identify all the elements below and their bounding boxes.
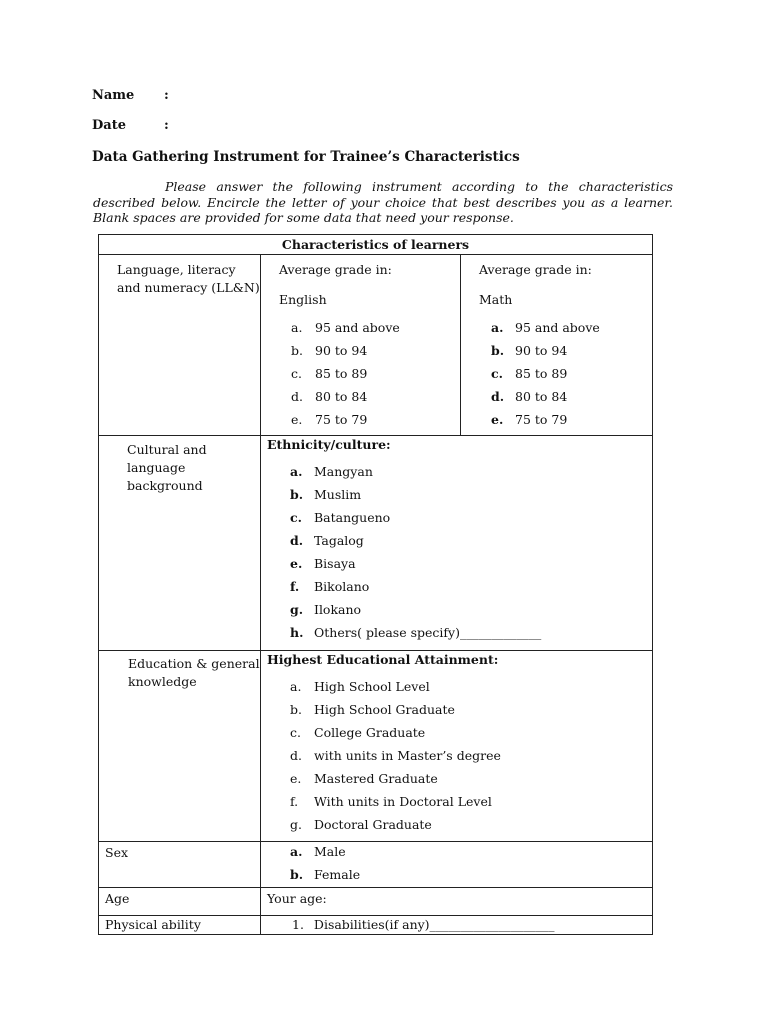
education-option-text: Mastered Graduate (314, 771, 438, 786)
instructions-paragraph: Please answer the following instrument according to the characteristics described below. Encircle the letter of your choice that best describes you as a learner. Blank spaces are provided for some data that need your response. (93, 179, 673, 225)
english-option[interactable] (291, 362, 460, 385)
education-option-letter: d. (290, 748, 302, 763)
english-option-text: 75 to 79 (315, 412, 368, 427)
education-option[interactable] (290, 744, 652, 767)
sex-row (99, 842, 653, 888)
sex-label-cell (99, 842, 261, 888)
english-option-letter: a. (291, 320, 303, 335)
table-caption-row (99, 235, 653, 255)
culture-option[interactable] (290, 621, 652, 644)
culture-option[interactable] (290, 529, 652, 552)
sex-option-text: Female (314, 867, 361, 882)
physical-item-number: 1. (292, 917, 304, 932)
culture-option-letter: d. (290, 533, 304, 548)
name-field-row (92, 88, 169, 103)
date-colon: : (164, 118, 169, 133)
education-options (290, 675, 652, 836)
math-option-text: 80 to 84 (515, 389, 568, 404)
math-heading: Average grade in: (479, 262, 592, 277)
education-label-cell (99, 651, 261, 842)
english-option-text: 95 and above (315, 320, 400, 335)
education-option-letter: b. (290, 702, 302, 717)
math-option-letter: e. (491, 412, 504, 427)
education-option[interactable] (290, 721, 652, 744)
education-label: Education & general knowledge (128, 656, 260, 689)
sex-label: Sex (105, 845, 129, 860)
english-option-letter: b. (291, 343, 303, 358)
culture-option-text: Others( please specify)_____________ (314, 625, 542, 640)
education-option-text: With units in Doctoral Level (314, 794, 492, 809)
english-option[interactable] (291, 316, 460, 339)
math-option-letter: a. (491, 320, 504, 335)
education-option[interactable] (290, 675, 652, 698)
math-option-letter: c. (491, 366, 503, 381)
culture-option-text: Batangueno (314, 510, 391, 525)
education-option-text: Doctoral Graduate (314, 817, 432, 832)
sex-option-letter: b. (290, 867, 304, 882)
culture-label: Cultural and language background (127, 442, 207, 493)
culture-option[interactable] (290, 460, 652, 483)
english-option[interactable] (291, 339, 460, 362)
education-option-letter: g. (290, 817, 302, 832)
physical-label: Physical ability (105, 917, 201, 932)
education-option-text: High School Graduate (314, 702, 455, 717)
culture-option[interactable] (290, 552, 652, 575)
math-option-text: 75 to 79 (515, 412, 568, 427)
culture-option-letter: b. (290, 487, 304, 502)
lln-label-cell (99, 255, 261, 436)
name-label: Name (92, 88, 135, 103)
english-option-text: 80 to 84 (315, 389, 368, 404)
culture-option-letter: h. (290, 625, 304, 640)
math-option[interactable] (491, 362, 652, 385)
english-option-letter: e. (291, 412, 303, 427)
english-cell (261, 255, 461, 436)
culture-options (290, 460, 652, 644)
culture-label-cell (99, 436, 261, 651)
english-option-text: 85 to 89 (315, 366, 368, 381)
english-options (291, 316, 460, 431)
culture-option-text: Mangyan (314, 464, 373, 479)
english-option-text: 90 to 94 (315, 343, 368, 358)
age-answer-cell (261, 888, 653, 916)
math-options (491, 316, 652, 431)
culture-option[interactable] (290, 506, 652, 529)
culture-option-text: Tagalog (314, 533, 364, 548)
math-option[interactable] (491, 408, 652, 431)
culture-option[interactable] (290, 483, 652, 506)
age-label: Age (105, 891, 130, 906)
education-heading: Highest Educational Attainment: (267, 652, 499, 667)
sex-option-text: Male (314, 844, 346, 859)
culture-row (99, 436, 653, 651)
culture-option-text: Bikolano (314, 579, 370, 594)
culture-option-letter: a. (290, 464, 303, 479)
culture-heading: Ethnicity/culture: (267, 437, 391, 452)
english-option[interactable] (291, 385, 460, 408)
education-option-text: College Graduate (314, 725, 426, 740)
education-row (99, 651, 653, 842)
math-option[interactable] (491, 339, 652, 362)
physical-item-text: Disabilities(if any)____________________ (313, 917, 555, 932)
education-option-letter: f. (290, 794, 299, 809)
education-option-letter: a. (290, 679, 302, 694)
age-label-cell (99, 888, 261, 916)
sex-option-letter: a. (290, 844, 303, 859)
sex-options-cell (261, 842, 653, 888)
english-option[interactable] (291, 408, 460, 431)
math-option-text: 85 to 89 (515, 366, 568, 381)
age-row (99, 888, 653, 916)
education-option-letter: c. (290, 725, 301, 740)
lln-label: Language, literacy and numeracy (LL&N) (117, 262, 260, 295)
education-option-text: with units in Master’s degree (314, 748, 501, 763)
date-field-row (92, 118, 169, 133)
math-option[interactable] (491, 316, 652, 339)
sex-option[interactable] (290, 840, 652, 863)
education-options-cell (261, 651, 653, 842)
characteristics-table (98, 234, 653, 935)
culture-option-text: Muslim (314, 487, 362, 502)
physical-label-cell (99, 916, 261, 935)
education-option[interactable] (290, 813, 652, 836)
education-option[interactable] (290, 698, 652, 721)
physical-item (261, 916, 652, 933)
culture-option[interactable] (290, 575, 652, 598)
math-option-letter: b. (491, 343, 505, 358)
math-option-letter: d. (491, 389, 505, 404)
table-caption: Characteristics of learners (99, 235, 653, 255)
math-subject: Math (479, 292, 513, 307)
education-option-text: High School Level (314, 679, 430, 694)
sex-option[interactable] (290, 863, 652, 886)
english-option-letter: d. (291, 389, 303, 404)
culture-option[interactable] (290, 598, 652, 621)
education-option[interactable] (290, 790, 652, 813)
math-option-text: 90 to 94 (515, 343, 568, 358)
english-heading: Average grade in: (279, 262, 392, 277)
lln-row (99, 255, 653, 436)
english-subject: English (279, 292, 327, 307)
name-colon: : (164, 88, 169, 103)
physical-answer-cell (261, 916, 653, 935)
culture-options-cell (261, 436, 653, 651)
culture-option-text: Bisaya (314, 556, 356, 571)
document-title: Data Gathering Instrument for Trainee’s Characteristics (92, 149, 520, 165)
math-option[interactable] (491, 385, 652, 408)
date-label: Date (92, 118, 126, 133)
culture-option-text: Ilokano (314, 602, 362, 617)
education-option[interactable] (290, 767, 652, 790)
math-cell (461, 255, 653, 436)
sex-options (290, 840, 652, 886)
culture-option-letter: c. (290, 510, 302, 525)
education-option-letter: e. (290, 771, 302, 786)
physical-row (99, 916, 653, 935)
age-prompt: Your age: (267, 891, 327, 906)
culture-option-letter: g. (290, 602, 304, 617)
english-option-letter: c. (291, 366, 302, 381)
math-option-text: 95 and above (515, 320, 600, 335)
culture-option-letter: f. (290, 579, 300, 594)
culture-option-letter: e. (290, 556, 303, 571)
